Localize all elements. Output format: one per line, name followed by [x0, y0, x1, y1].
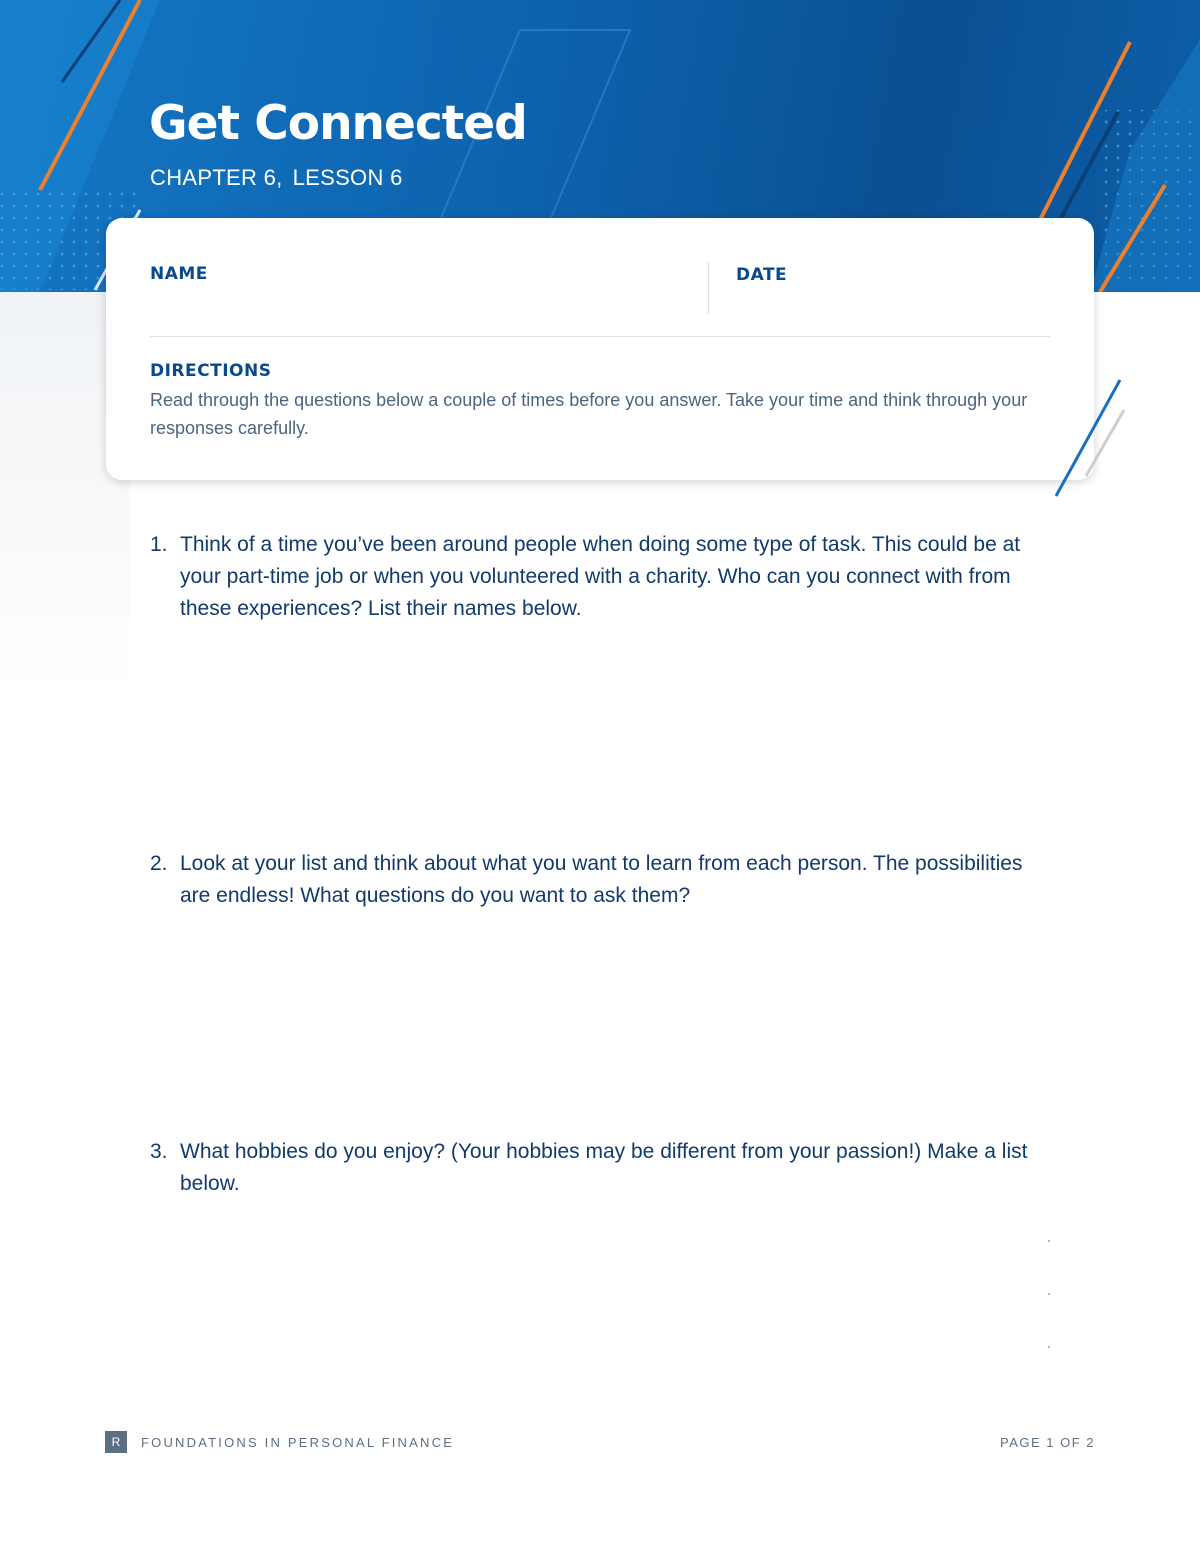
question-number: 1. [150, 533, 168, 556]
field-divider [708, 262, 709, 314]
question-text: What hobbies do you enjoy? (Your hobbies may be different from your passion!) Make a list below. [180, 1140, 1028, 1195]
section-divider [150, 336, 1050, 337]
decorative-slashes [1050, 376, 1130, 501]
question-text: Look at your list and think about what you want to learn from each person. The possibilities are endless! What questions do you want to ask them? [180, 852, 1023, 907]
course-name: FOUNDATIONS IN PERSONAL FINANCE [141, 1435, 455, 1450]
answer-line-marker [1048, 1293, 1050, 1295]
chapter-lesson-subtitle [150, 165, 413, 191]
question-3 [150, 1136, 1050, 1200]
info-card [106, 218, 1094, 480]
date-label: DATE [736, 265, 788, 285]
name-label: NAME [150, 264, 208, 284]
question-number: 3. [150, 1140, 168, 1163]
question-2 [150, 848, 1050, 912]
directions-text: Read through the questions below a couple of times before you answer. Take your time and think through your responses carefully. [150, 390, 1028, 438]
page-number: PAGE 1 OF 2 [999, 1435, 1095, 1450]
question-number: 2. [150, 852, 168, 875]
directions-heading: DIRECTIONS [150, 361, 272, 381]
page-title: Get Connected [149, 96, 527, 151]
lesson-label: LESSON 6 [292, 165, 403, 190]
answer-line-marker [1048, 1346, 1050, 1348]
answer-line-marker [1048, 1240, 1050, 1242]
question-text: Think of a time you’ve been around people when doing some type of task. This could be at your part-time job or when you volunteered with a charity. Who can you connect with from these experiences? List their names below. [180, 533, 1021, 620]
question-1 [150, 529, 1050, 625]
chapter-label: CHAPTER 6, [150, 165, 283, 190]
brand-logo: R [105, 1431, 127, 1453]
